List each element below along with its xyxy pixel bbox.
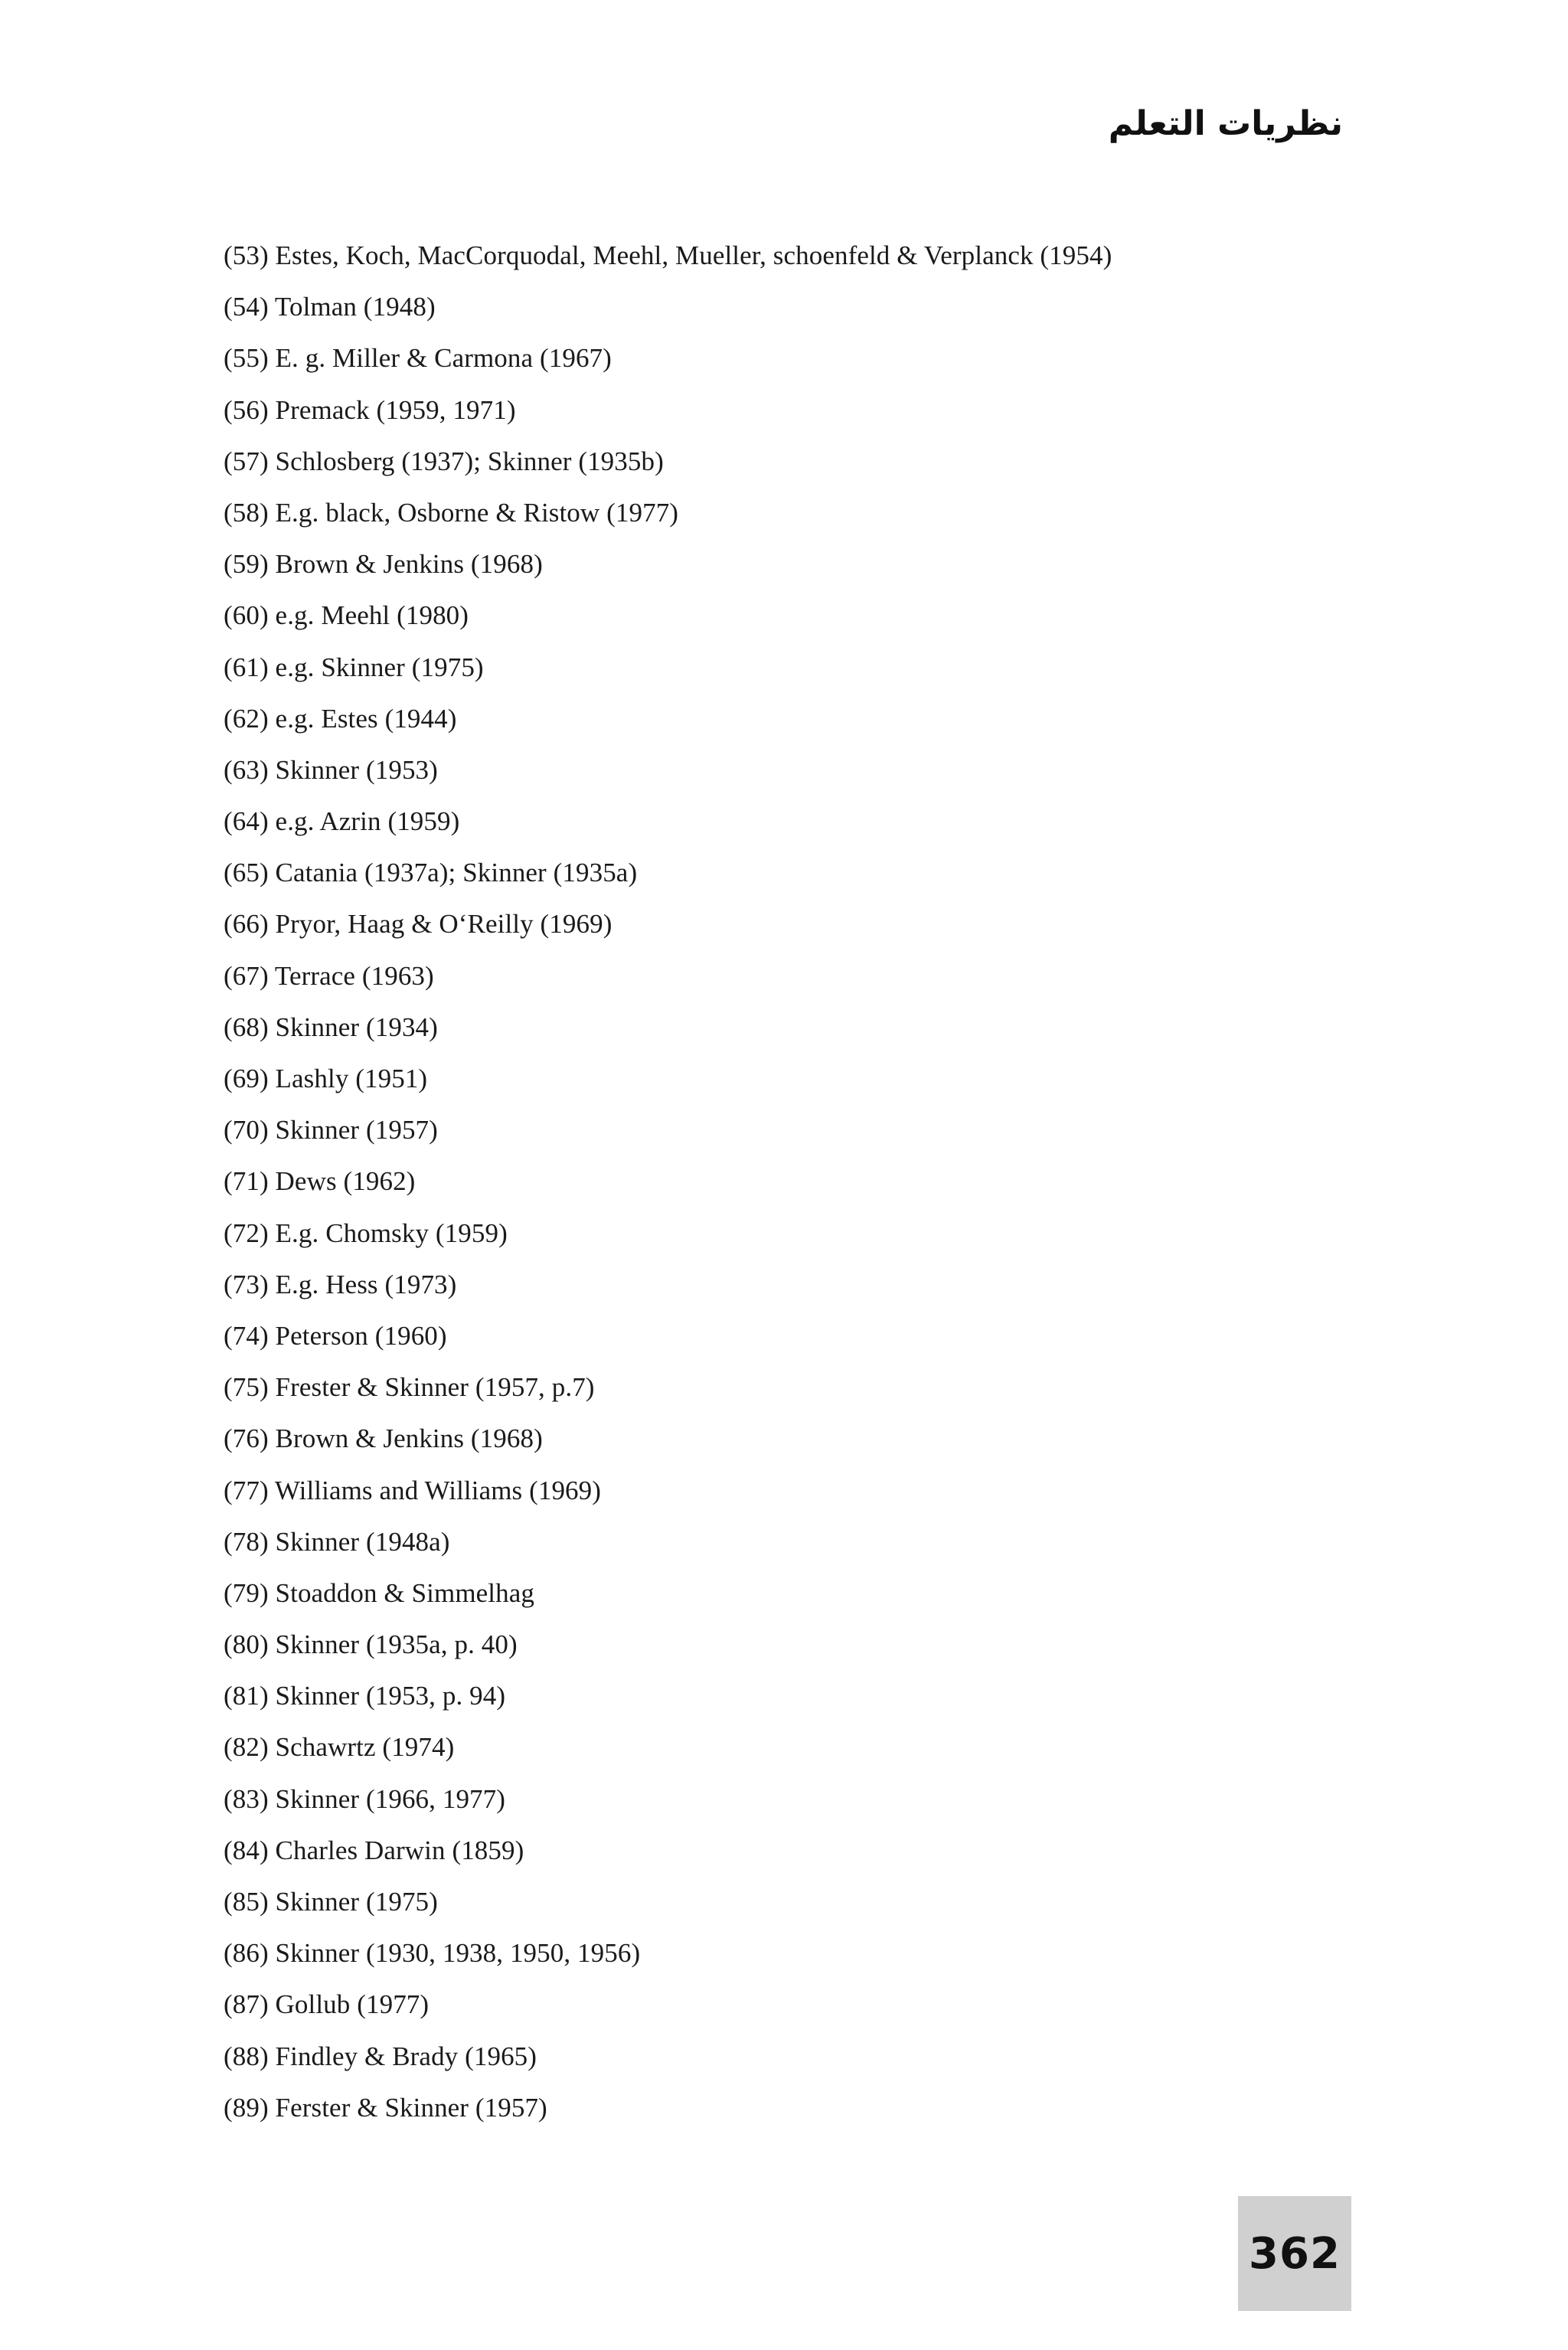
reference-item: (69) Lashly (1951) — [224, 1064, 428, 1093]
reference-item: (61) e.g. Skinner (1975) — [224, 652, 484, 682]
page-number-box — [1238, 2196, 1351, 2311]
reference-item: (54) Tolman (1948) — [224, 292, 436, 322]
reference-item: (74) Peterson (1960) — [224, 1320, 447, 1351]
reference-item: (80) Skinner (1935a, p. 40) — [224, 1629, 518, 1660]
running-header-title: نظريات التعلم — [1108, 104, 1343, 143]
reference-item: (81) Skinner (1953, p. 94) — [224, 1681, 506, 1711]
reference-item: (86) Skinner (1930, 1938, 1950, 1956) — [224, 1938, 641, 1969]
reference-list — [224, 230, 1341, 2133]
reference-item: (64) e.g. Azrin (1959) — [224, 806, 460, 837]
reference-item: (84) Charles Darwin (1859) — [224, 1835, 524, 1865]
reference-item: (77) Williams and Williams (1969) — [224, 1475, 602, 1505]
reference-item: (53) Estes, Koch, MacCorquodal, Meehl, Mueller, schoenfeld & Verplanck (1954) — [224, 240, 1112, 270]
reference-item: (72) E.g. Chomsky (1959) — [224, 1217, 508, 1248]
reference-item: (57) Schlosberg (1937); Skinner (1935b) — [224, 446, 664, 476]
reference-item: (88) Findley & Brady (1965) — [224, 2041, 537, 2071]
page-number: 362 — [1249, 2228, 1341, 2279]
reference-item: (66) Pryor, Haag & O‘Reilly (1969) — [224, 909, 612, 940]
reference-item: (70) Skinner (1957) — [224, 1115, 438, 1146]
reference-item: (59) Brown & Jenkins (1968) — [224, 549, 543, 580]
reference-item: (89) Ferster & Skinner (1957) — [224, 2092, 547, 2123]
reference-item: (75) Frester & Skinner (1957, p.7) — [224, 1372, 595, 1403]
reference-item: (67) Terrace (1963) — [224, 960, 434, 991]
reference-item: (87) Gollub (1977) — [224, 1989, 430, 2020]
reference-item: (71) Dews (1962) — [224, 1166, 416, 1197]
reference-item: (56) Premack (1959, 1971) — [224, 394, 516, 425]
reference-item: (55) E. g. Miller & Carmona (1967) — [224, 343, 612, 374]
reference-item: (79) Stoaddon & Simmelhag — [224, 1577, 534, 1608]
reference-item: (58) E.g. black, Osborne & Ristow (1977) — [224, 497, 679, 528]
reference-item: (60) e.g. Meehl (1980) — [224, 600, 469, 631]
reference-item: (82) Schawrtz (1974) — [224, 1732, 455, 1763]
reference-item: (76) Brown & Jenkins (1968) — [224, 1423, 543, 1454]
reference-item: (68) Skinner (1934) — [224, 1012, 438, 1042]
reference-item: (85) Skinner (1975) — [224, 1887, 438, 1917]
reference-item: (73) E.g. Hess (1973) — [224, 1269, 457, 1299]
reference-item: (65) Catania (1937a); Skinner (1935a) — [224, 858, 638, 888]
reference-item: (83) Skinner (1966, 1977) — [224, 1783, 506, 1814]
reference-item: (63) Skinner (1953) — [224, 754, 438, 785]
reference-item: (62) e.g. Estes (1944) — [224, 703, 457, 734]
reference-item: (78) Skinner (1948a) — [224, 1526, 450, 1557]
